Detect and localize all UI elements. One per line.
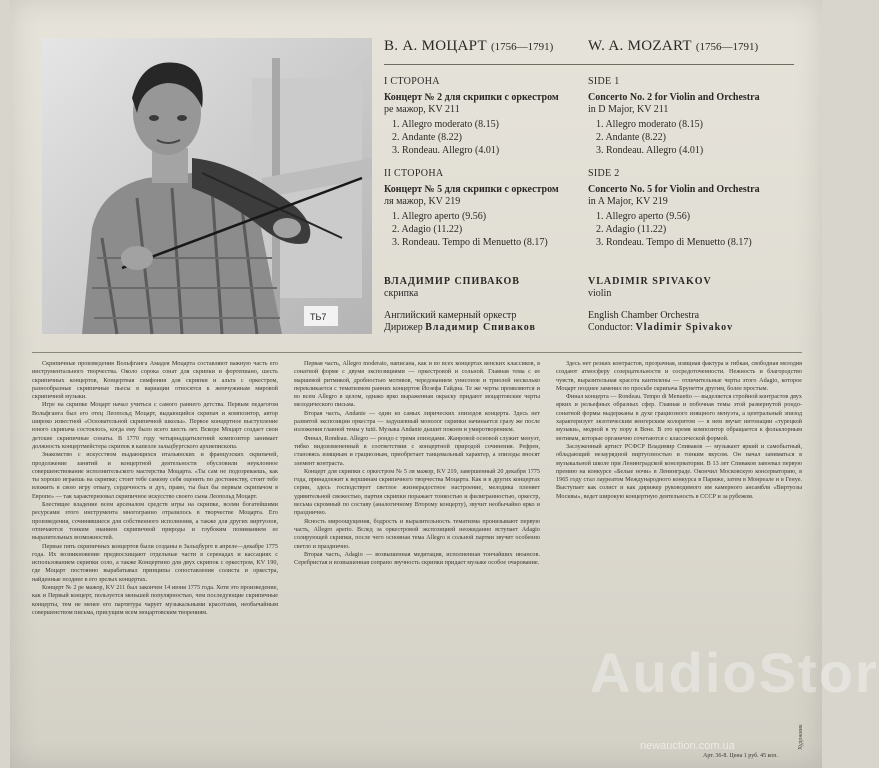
notes-paragraph: Концерт для скрипки с оркестром № 5 ля мажор, KV 219, завершенный 20 декабря 1775 года, принадлежит к вершинам скрипичного творчества Моцарта. Как и в других концертах серии, здесь господствует светлое жизнерадостное настроение, мелодика пленяет удивительной свежестью, партия скрипки поражает тонкостью и филигранностью, оркестр, весьма скромный по составу (аналогичному Второму концерту), звучит необычайно ярко и празднично. <box>294 467 540 517</box>
notes-column-1 <box>32 360 278 760</box>
track-en: 1. Allegro moderato (8.15) <box>596 119 703 130</box>
notes-paragraph: Здесь нет резких контрастов, прозрачная, изящная фактура и гибкая, свободная мелодия создают атмосферу созерцательности и сосредоточенности. Нежность и благородство чувств, выразительная красота кантилены — отличительные черты этого Adagio, которое Моцарт позднее заменил по просьбе скрипача Брунетти другим, более простым. <box>556 360 802 392</box>
conductor-label-en: Conductor: <box>588 322 633 333</box>
work1-title-en: Concerto No. 2 for Violin and Orchestra <box>588 92 760 103</box>
composer-name-en <box>588 38 758 55</box>
soloist-en: VLADIMIR SPIVAKOV <box>588 276 712 287</box>
composer-en: W. A. MOZART <box>588 38 692 54</box>
performers-ru <box>384 276 536 334</box>
track-ru: 1. Allegro moderato (8.15) <box>392 119 499 130</box>
work2-key-en: in A Major, KV 219 <box>588 196 668 207</box>
track-en: 3. Rondeau. Tempo di Menuetto (8.17) <box>596 237 752 248</box>
track-en: 3. Rondeau. Allegro (4.01) <box>596 145 704 156</box>
notes-column-2 <box>294 360 540 760</box>
composer-years-ru: (1756—1791) <box>490 41 554 53</box>
notes-paragraph: Блестящее владение всем арсеналом средств игры на скрипке, всеми богатейшими ресурсами этого инструмента многогранно отразилось в творчестве Моцарта. Его произведения, сочинявшиеся для собственного исполнения, а также для других виртуозов, отличаются тонким знанием скрипичной природы и глубоким пониманием ее выразительных возможностей. <box>32 501 278 542</box>
watermark-url: newauction.com.ua <box>640 740 735 752</box>
soloist-ru: ВЛАДИМИР СПИВАКОВ <box>384 276 520 287</box>
side1-label-en: SIDE 1 <box>588 76 620 87</box>
notes-paragraph: Первые пять скрипичных концертов были созданы в Зальцбурге в апреле—декабре 1775 года. Их возникновение предвосхищают отдельные части в серенадах и кассациях с использованием скрипки соло, а также Концертино для двух скрипок с оркестром, KV 190, где Моцарт постоянно вырабатывал принципы сопоставления солиста и оркестра, найденные позднее в его зрелых концертах. <box>32 542 278 583</box>
notes-divider <box>32 352 802 353</box>
performer-photo <box>42 38 372 334</box>
notes-paragraph: Первая часть, Allegro moderato, написана, как и во всех концертах венских классиков, в сонатной форме с двумя экспозициями — оркестровой и сольной. Главная тема с ее маршевой ритмикой, дробностью мотивов, чередованием унисонов и триолей несколько перекликается с тематизмом ранних концертов Йозефа Гайдна. Те же черты проявляются и во всем Allegro в целом, однако ярко выраженная окраску придают моцартовские черты мелодического письма. <box>294 360 540 409</box>
instrument-ru: скрипка <box>384 288 419 299</box>
track-ru: 1. Allegro aperto (9.56) <box>392 211 487 222</box>
easel-label: ТЬ7 <box>310 312 327 322</box>
work1-ru <box>384 92 589 116</box>
notes-paragraph: Финал, Rondeau. Allegro — рондо с тремя эпизодами. Жанровой основой служит менуэт, тибко видоизмененный в соответствии с концертной природой сочинения. Рефрен, становясь изящным и грациозным, приобретает танцевальный характер, а эпизоды вносят элемент контраста. <box>294 434 540 467</box>
artist-credit: Художник <box>798 724 804 750</box>
track-ru: 2. Adagio (11.22) <box>392 224 463 235</box>
notes-paragraph: Финал концерта — Rondeau. Tempo di Menuetto — выделяется стройной контрастов двух ярких и рельефных образных сфер. Главная и побочная темы этой развернутой рондо-сонатной формы выдержаны в духе грациозного изящного менуэта, а центральный эпизод характеризует экзотическим венгерским колоритом — в нем звучат интонации «турецкой музыки», модной в ту пору в Вене. В это время композитор обращается к фольклорным мотивам, которые органично сочетаются с классической формой. <box>556 393 802 442</box>
notes-paragraph: Скрипичные произведения Вольфганга Амадея Моцарта составляют важную часть его инструментального творчества. Около сорока сонат для скрипки и фортепиано, шесть скрипичных концертов, Концертная симфония для скрипки и альта с оркестром, разнообразные скрипичные пьесы в вариации относятся к жемчужинам мировой скрипичной музыки. <box>32 360 278 401</box>
work1-en <box>588 92 803 116</box>
notes-paragraph: Знакомство с искусством выдающихся итальянских и французских скрипачей, продолжение занятий и концертной деятельности обусловили неуклонное совершенствование исполнительского мастерства Моцарта. «Ты сам не подозреваешь, как ты хорошо играешь на скрипке; стоит тебе самому себя оценить по достоинству, стоит тебе вложить в свою игру отвагу, сердечность и дух, право, ты был бы первым скрипачом в Европе» — так характеризовал скрипичное искусство своего сына Леопольд Моцарт. <box>32 451 278 500</box>
track-ru: 3. Rondeau. Allegro (4.01) <box>392 145 500 156</box>
track-ru: 3. Rondeau. Tempo di Menuetto (8.17) <box>392 237 548 248</box>
conductor-ru: Владимир Спиваков <box>425 322 536 333</box>
conductor-line-ru <box>384 322 536 334</box>
track-en: 2. Adagio (11.22) <box>596 224 667 235</box>
orchestra-ru: Английский камерный оркестр <box>384 310 517 321</box>
orchestra-en: English Chamber Orchestra <box>588 310 700 321</box>
notes-paragraph: Ясность мироощущения, бодрость и выразительность тематизма пронизывают первую часть, Allegro aperto. Вслед за оркестровой экспозицией неожиданно вступает Adagio солирующей скрипки, после чего основная тема Allegro в сольной партии звучит особенно светло и празднично. <box>294 517 540 550</box>
notes-paragraph: Игре на скрипке Моцарт начал учиться с самого раннего детства. Первым педагогом Вольфганга был его отец Леопольд Моцарт, выдающийся скрипач и композитор, автор широко известной «Основательной скрипичной школы». Первое концертное выступление юного скрипача состоялось, когда ему было всего шесть лет. Вскоре Моцарт создает свои детские скрипичные сонаты. В 1770 году четырнадцатилетний композитор занимает должность концертмейстера скрипок в капелле зальцбургского архиепископа. <box>32 401 278 450</box>
track-en: 1. Allegro aperto (9.56) <box>596 211 691 222</box>
notes-paragraph: Концерт № 2 ре мажор, KV 211 был закончен 14 июня 1775 года. Хотя это произведение, как и Первый концерт, пользуется меньшей популярностью, чем последующие скрипичные концерты, тем не менее его партитура чарует музыкальными красотами, необычайным совершенством письма, присущим всем моцартовским творениям. <box>32 584 278 616</box>
work2-en <box>588 184 803 208</box>
side2-label-en: SIDE 2 <box>588 168 620 179</box>
conductor-line-en <box>588 322 733 334</box>
work2-title-en: Concerto No. 5 for Violin and Orchestra <box>588 184 760 195</box>
composer-years-en: (1756—1791) <box>695 41 759 53</box>
composer-name-ru <box>384 38 553 55</box>
notes-paragraph: Вторая часть, Adagio — возвышенная медитация, исполненная тончайших нюансов. Серебристая и возвышенная сопрано звучность скрипки придает музыке особое очарование. <box>294 550 540 567</box>
track-en: 2. Andante (8.22) <box>596 132 666 143</box>
notes-paragraph: Заслуженный артист РСФСР Владимир Спиваков — музыкант яркий и самобытный, обладающий незаурядной виртуозностью и тонким вкусом. Он начал заниматься в музыкальной школе при Ленинградской консерватории. В 13 лет Спиваков завоевал первую премию на конкурсе «Белые ночи» в Ленинграде. Окончил Московскую консерваторию, в 1965 году стал лауреатом Международного конкурса в Париже, затем в Монреале и в Генуе. Выступает как солист и как дирижер руководимого им камерного ансамбля «Виртуозы Москвы», ведет широкую концертную деятельность в СССР и за рубежом. <box>556 442 802 500</box>
conductor-label-ru: Дирижер <box>384 322 423 333</box>
side2-label-ru: II СТОРОНА <box>384 168 444 179</box>
track-ru: 2. Andante (8.22) <box>392 132 462 143</box>
work1-key-en: in D Major, KV 211 <box>588 104 669 115</box>
work2-ru <box>384 184 589 208</box>
composer-ru: В. А. МОЦАРТ <box>384 38 487 54</box>
notes-paragraph: Вторая часть, Andante — один из самых лирических эпизодов концерта. Здесь нет развитой экспозиции оркестра — задушевный монолог скрипки начинается сразу же после изложения главной темы у tutti. Музыка Andante дышит покоем и умиротворением. <box>294 409 540 434</box>
watermark-logo: AudioStor <box>590 641 879 704</box>
violinist-photo-illustration <box>42 38 372 334</box>
work1-key-ru: ре мажор, KV 211 <box>384 104 460 115</box>
conductor-en: Vladimir Spivakov <box>635 322 734 333</box>
instrument-en: violin <box>588 288 612 299</box>
work2-key-ru: ля мажор, KV 219 <box>384 196 461 207</box>
side1-label-ru: I СТОРОНА <box>384 76 440 87</box>
work2-title-ru: Концерт № 5 для скрипки с оркестром <box>384 184 559 195</box>
header-divider <box>384 64 794 65</box>
price-footer: Арт. 36-8. Цена 1 руб. 45 коп. <box>702 753 778 759</box>
work1-title-ru: Концерт № 2 для скрипки с оркестром <box>384 92 559 103</box>
performers-en <box>588 276 733 334</box>
